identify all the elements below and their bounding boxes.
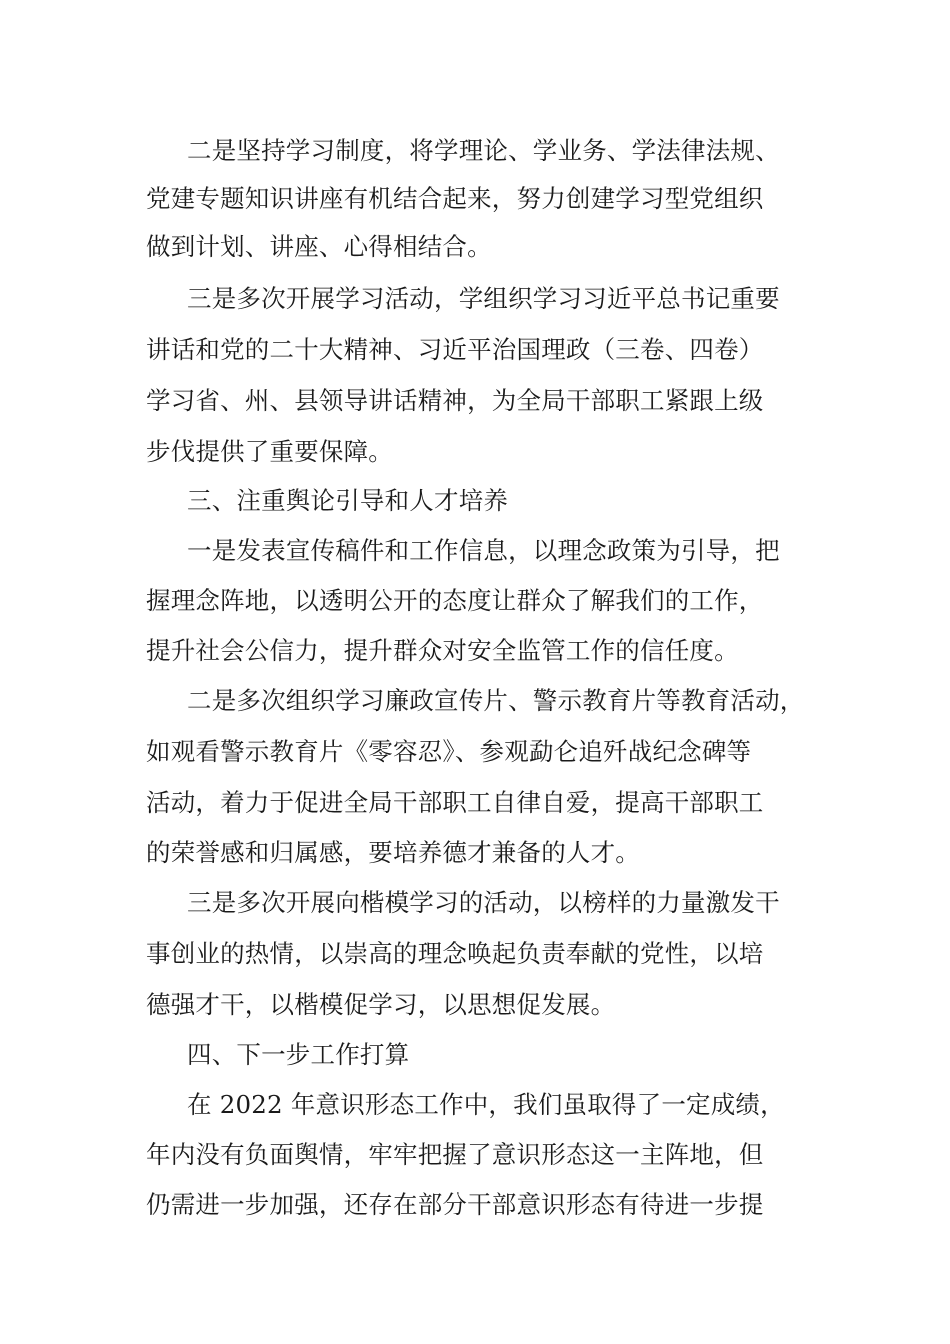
text-line: 提升社会公信力，提升群众对安全监管工作的信任度。 xyxy=(146,636,739,665)
text-line: 事创业的热情，以崇高的理念唤起负责奉献的党性，以培 xyxy=(146,939,764,968)
text-line: 学习省、州、县领导讲话精神，为全局干部职工紧跟上级 xyxy=(146,386,764,415)
text-line: 一是发表宣传稿件和工作信息，以理念政策为引导，把 xyxy=(187,536,780,565)
text-line: 活动，着力于促进全局干部职工自律自爱，提高干部职工 xyxy=(146,788,764,817)
text-line: 在 2022 年意识形态工作中，我们虽取得了一定成绩， xyxy=(187,1090,785,1119)
text-line: 三是多次开展学习活动，学组织学习习近平总书记重要 xyxy=(187,284,780,313)
text-line: 步伐提供了重要保障。 xyxy=(146,437,393,466)
text-line: 年内没有负面舆情，牢牢把握了意识形态这一主阵地，但 xyxy=(146,1140,764,1169)
section-heading: 三、注重舆论引导和人才培养 xyxy=(187,486,509,515)
text-line: 仍需进一步加强，还存在部分干部意识形态有待进一步提 xyxy=(146,1190,764,1219)
text-line: 握理念阵地，以透明公开的态度让群众了解我们的工作， xyxy=(146,586,764,615)
text-line: 二是坚持学习制度，将学理论、学业务、学法律法规、 xyxy=(187,136,780,165)
text-line: 的荣誉感和归属感，要培养德才兼备的人才。 xyxy=(146,838,640,867)
text-line: 二是多次组织学习廉政宣传片、警示教育片等教育活动， xyxy=(187,686,805,715)
text-line: 三是多次开展向楷模学习的活动，以榜样的力量激发干 xyxy=(187,888,780,917)
section-heading: 四、下一步工作打算 xyxy=(187,1040,410,1069)
text-line: 如观看警示教育片《零容忍》、参观勐仑追歼战纪念碑等 xyxy=(146,737,752,766)
text-line: 德强才干，以楷模促学习，以思想促发展。 xyxy=(146,990,616,1019)
text-line: 做到计划、讲座、心得相结合。 xyxy=(146,232,492,261)
text-line: 党建专题知识讲座有机结合起来，努力创建学习型党组织 xyxy=(146,184,764,213)
text-line: 讲话和党的二十大精神、习近平治国理政（三卷、四卷） xyxy=(146,335,764,364)
